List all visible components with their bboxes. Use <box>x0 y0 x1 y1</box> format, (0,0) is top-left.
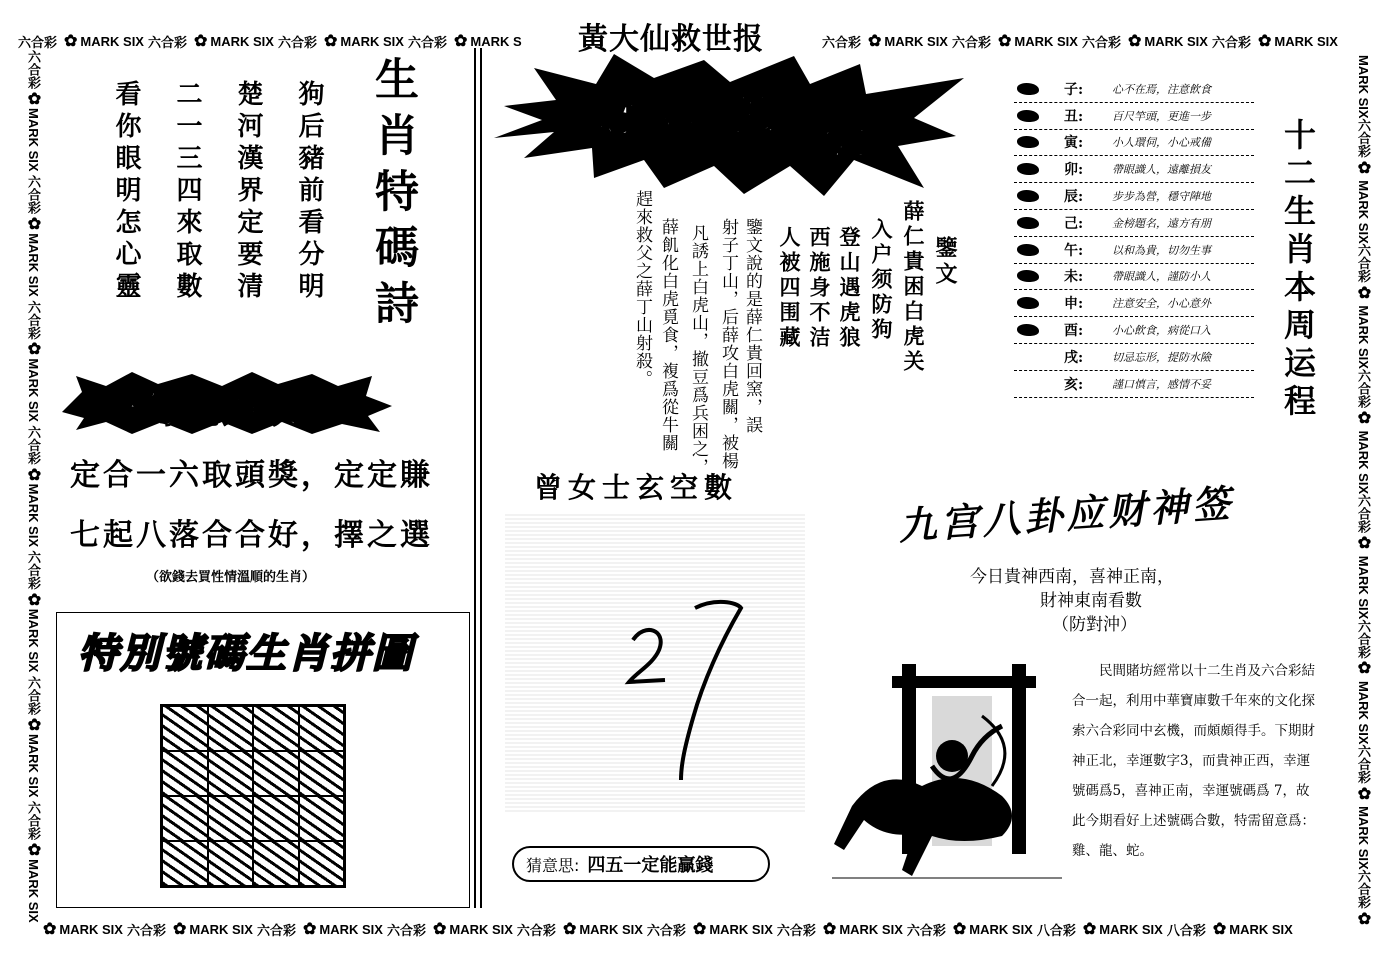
rule-note: （欲錢去買性情溫順的生肖） <box>146 570 316 585</box>
puzzle-tile <box>299 796 345 841</box>
puzzle-tile <box>208 796 254 841</box>
zodiac-fortune: 謹口慎言，感情不妥 <box>1112 377 1211 391</box>
flower-icon: ✿ <box>323 33 338 50</box>
brand-en: MARK SIX <box>1099 921 1163 937</box>
flower-icon: ✿ <box>1082 921 1097 938</box>
brand-en: MARK SIX <box>449 921 513 937</box>
zodiac-name: 午: <box>1064 242 1084 259</box>
zodiac-fortune-table <box>1014 76 1254 398</box>
flower-icon: ✿ <box>1355 783 1372 803</box>
verse-line: 人被四围藏 <box>777 226 802 351</box>
flower-icon: ✿ <box>25 840 42 860</box>
brand-cn: 六合彩 <box>407 34 447 50</box>
verse-line: 入户须防狗 <box>869 218 894 343</box>
starburst-shape <box>494 48 970 198</box>
brand-cn-alt: 八合彩 <box>1036 922 1076 938</box>
burst-char: 囊 <box>824 114 867 163</box>
poem-line: 楚河漢界定要清 <box>233 80 263 304</box>
border-bottom <box>40 918 1360 940</box>
flower-icon: ✿ <box>25 89 42 108</box>
zodiac-poem <box>108 80 328 304</box>
brand-en: MARK SIX <box>839 921 903 937</box>
flower-icon: ✿ <box>868 33 882 50</box>
archer-icon <box>832 656 1062 888</box>
pig-icon <box>1014 375 1042 393</box>
brand-cn: 六合彩 <box>1356 869 1371 909</box>
puzzle-tile <box>162 796 208 841</box>
zodiac-fortune: 金榜題名，遠方有朋 <box>1112 216 1211 230</box>
puzzle-tile <box>162 841 208 886</box>
guess-box <box>512 846 770 882</box>
verse-line: 西施身不洁 <box>807 226 832 351</box>
border-right <box>1346 55 1374 928</box>
puzzle-tile <box>253 751 299 796</box>
flower-icon: ✿ <box>64 33 78 50</box>
flower-icon: ✿ <box>1355 658 1372 678</box>
puzzle-tile <box>208 841 254 886</box>
goat-icon <box>1014 267 1042 285</box>
flower-icon: ✿ <box>25 714 42 734</box>
flower-icon: ✿ <box>194 33 208 50</box>
zodiac-fortune: 小心飲食，病從口入 <box>1112 324 1211 338</box>
zodiac-name: 丑: <box>1064 108 1084 125</box>
zodiac-row <box>1014 237 1254 264</box>
bagua-article: 民間賭坊經常以十二生肖及六合彩結合一起，利用中華寶庫數千年來的文化探索六合彩同中玄機，而頗頗得手。下期財神正北，幸運數字3，而貴神正西，幸運號碼爲5，喜神正南，幸運號碼爲 7，故此今期看好上述號碼合數，特需留意爲：雞、龍、蛇。 <box>1072 663 1315 859</box>
flower-icon: ✿ <box>1355 282 1372 302</box>
brand-cn: 六合彩 <box>1356 744 1371 784</box>
zodiac-name: 酉: <box>1064 323 1084 340</box>
rat-icon <box>1014 80 1042 98</box>
brand-cn: 六合彩 <box>646 922 686 938</box>
flower-icon: ✿ <box>952 921 967 938</box>
zodiac-row <box>1014 290 1254 317</box>
brand-cn: 六合彩 <box>776 922 816 938</box>
zodiac-title: 十二生肖本周运程 <box>1279 118 1317 422</box>
brand-cn: 六合彩 <box>26 550 41 590</box>
brand-cn: 六合彩 <box>516 922 556 938</box>
jian-label: 鑒文 <box>932 236 958 288</box>
zodiac-row <box>1014 344 1254 371</box>
zodiac-name: 申: <box>1064 296 1084 313</box>
brand-en: MARK SIX <box>1356 806 1371 870</box>
flower-icon: ✿ <box>1355 157 1372 177</box>
zodiac-fortune: 以和為貴，切勿生事 <box>1112 243 1211 257</box>
flower-icon: ✿ <box>43 921 57 938</box>
zodiac-name: 子: <box>1064 81 1084 98</box>
puzzle-tile <box>208 751 254 796</box>
zodiac-name: 寅: <box>1064 135 1084 152</box>
brand-en: MARK SIX <box>969 921 1033 937</box>
zodiac-name: 卯: <box>1064 162 1084 179</box>
zodiac-fortune: 小人環伺，小心戒備 <box>1112 136 1211 150</box>
flower-icon: ✿ <box>1355 407 1372 427</box>
burst-char: 財 <box>594 92 637 141</box>
zodiac-row <box>1014 371 1254 398</box>
brand-cn: 六合彩 <box>1081 34 1121 50</box>
burst-char: 錦 <box>734 92 777 141</box>
brand-en: MARK SIX <box>1356 555 1371 620</box>
zodiac-row <box>1014 130 1254 157</box>
verse-line: 薛仁貴困白虎关 <box>901 200 926 375</box>
flower-icon: ✿ <box>998 33 1012 50</box>
handwritten-number <box>505 512 805 812</box>
zodiac-row <box>1014 76 1254 103</box>
flower-icon: ✿ <box>822 921 837 938</box>
brand-cn: 六合彩 <box>1356 243 1371 283</box>
caishen-burst <box>494 48 970 198</box>
flower-icon: ✿ <box>172 921 187 938</box>
story-line: 鑒文說的是薛仁貴回窯，誤 <box>742 218 762 434</box>
brand-en: MARK SIX <box>80 33 144 49</box>
bagua-line-3: （防對沖） <box>1052 615 1137 635</box>
poem-title: 生肖特碼詩 <box>367 56 418 336</box>
zodiac-row <box>1014 156 1254 183</box>
puzzle-tile <box>299 751 345 796</box>
banner-text: 一句贏錢訣 <box>102 389 303 431</box>
zodiac-row <box>1014 183 1254 210</box>
column-divider <box>480 48 482 908</box>
brand-en: MARK SIX <box>1274 33 1338 49</box>
brand-cn: 六合彩 <box>1356 494 1371 534</box>
puzzle-tile <box>253 706 299 751</box>
brand-cn-alt: 八合彩 <box>1166 922 1206 938</box>
rule-line-1: 定合一六取頭獎，定定賺 <box>70 458 433 493</box>
zodiac-puzzle-grid <box>160 704 346 888</box>
zodiac-name: 戌: <box>1064 349 1084 366</box>
rooster-icon <box>1014 321 1042 339</box>
brand-cn: 六合彩 <box>1211 34 1251 50</box>
archer-horse-illustration <box>832 656 1062 888</box>
brand-en: MARK SIX <box>709 921 773 937</box>
zodiac-row <box>1014 264 1254 291</box>
brand-cn: 六合彩 <box>126 922 166 938</box>
brand-en: MARK SIX <box>1356 680 1371 745</box>
flower-icon: ✿ <box>1127 33 1142 50</box>
zodiac-name: 亥: <box>1064 376 1084 393</box>
flower-icon: ✿ <box>1355 908 1372 928</box>
brand-en: MARK SIX <box>26 233 41 297</box>
flower-icon: ✿ <box>1257 33 1272 50</box>
zodiac-fortune: 步步為營，穩守陣地 <box>1112 190 1211 204</box>
puzzle-tile <box>253 796 299 841</box>
brand-en: MARK SIX <box>26 358 41 422</box>
brand-cn: 六合彩 <box>1356 118 1371 158</box>
burst-char: 神 <box>654 110 697 159</box>
guess-answer: 四五一定能贏錢 <box>587 855 714 876</box>
brand-cn: 六合彩 <box>26 801 41 841</box>
puzzle-tile <box>299 841 345 886</box>
poem-line: 二一三四來取數 <box>172 80 202 304</box>
flower-icon: ✿ <box>1355 533 1372 553</box>
story-line: 薛飢化白虎覓食，複爲從牛關 <box>658 218 678 452</box>
ox-icon <box>1014 107 1042 125</box>
story-line: 射子丁山，后薛攻白虎關，被楊 <box>718 218 738 470</box>
brand-cn: 六合彩 <box>26 50 41 89</box>
brand-cn: 六合彩 <box>906 922 946 938</box>
brand-en: MARK SIX <box>26 108 41 172</box>
brand-en-partial: MARK S <box>470 33 522 49</box>
brand-en: MARK SIX <box>210 33 274 49</box>
flower-icon: ✿ <box>25 214 42 234</box>
brand-cn: 六合彩 <box>277 34 317 50</box>
brand-en: MARK SIX <box>26 859 41 923</box>
flower-icon: ✿ <box>432 921 447 938</box>
brand-en: MARK SIX <box>579 921 643 937</box>
masthead-title: 黃大仙救世报 <box>578 22 764 57</box>
zodiac-fortune: 切忌忘形，提防水險 <box>1112 350 1211 364</box>
zodiac-name: 辰: <box>1064 189 1084 206</box>
brand-en: MARK SIX <box>26 608 41 673</box>
brand-cn: 六合彩 <box>951 34 991 50</box>
brand-en: MARK SIX <box>1014 33 1078 49</box>
flower-icon: ✿ <box>302 921 317 938</box>
story-line: 凡誘上白虎山，撤豆爲兵困之， <box>688 224 708 476</box>
brand-cn: 六合彩 <box>147 34 187 50</box>
rabbit-icon <box>1014 160 1042 178</box>
brand-cn: 六合彩 <box>386 922 426 938</box>
puzzle-tile <box>253 841 299 886</box>
brand-cn: 六合彩 <box>256 922 296 938</box>
brand-cn: 六合彩 <box>26 425 41 465</box>
poem-line: 狗后豬前看分明 <box>294 80 324 304</box>
brand-cn: 六合彩 <box>18 34 58 50</box>
zodiac-row <box>1014 317 1254 344</box>
flower-icon: ✿ <box>1212 921 1227 938</box>
brand-cn: 六合彩 <box>1356 368 1371 408</box>
verse-line: 登山遇虎狼 <box>837 226 862 351</box>
brand-en: MARK SIX <box>884 33 948 49</box>
zodiac-name: 未: <box>1064 269 1084 286</box>
zodiac-name: 己: <box>1064 215 1084 232</box>
zodiac-fortune: 帶眼識人，遠離損友 <box>1112 163 1211 177</box>
brand-en: MARK SIX <box>189 921 253 937</box>
zodiac-row <box>1014 103 1254 130</box>
brand-en: MARK SIX <box>1356 305 1371 369</box>
bagua-line-1: 今日貴神西南，喜神正南， <box>970 567 1174 587</box>
bagua-title: 九宫八卦应财神签 <box>897 480 1236 549</box>
brand-cn: 六合彩 <box>26 175 41 215</box>
brand-en: MARK SIX <box>319 921 383 937</box>
xuankong-title: 曾女士玄空數 <box>534 471 739 504</box>
horse-icon <box>1014 241 1042 259</box>
winning-phrase-banner <box>62 372 392 434</box>
zodiac-row <box>1014 210 1254 237</box>
zodiac-fortune: 注意安全，小心意外 <box>1112 297 1211 311</box>
puzzle-tile <box>162 751 208 796</box>
rule-line-2: 七起八落合合好，擇之選 <box>70 518 433 553</box>
brand-en: MARK SIX <box>1356 430 1371 495</box>
monkey-icon <box>1014 294 1042 312</box>
brand-en: MARK SIX <box>1356 180 1371 244</box>
zodiac-fortune: 心不在焉，注意飲食 <box>1112 82 1211 96</box>
zodiac-fortune: 帶眼識人，謹防小人 <box>1112 270 1211 284</box>
poem-line: 看你眼明怎心靈 <box>111 80 141 304</box>
brand-cn: 六合彩 <box>1356 619 1371 659</box>
flower-icon: ✿ <box>562 921 577 938</box>
brand-cn: 六合彩 <box>822 34 862 50</box>
brand-en: MARK SIX <box>26 483 41 548</box>
brand-en: MARK SIX <box>1229 921 1293 937</box>
guess-label: 猜意思: <box>526 855 580 875</box>
puzzle-title: 特別號碼生肖拼圖 <box>78 631 414 677</box>
dragon-icon <box>1014 187 1042 205</box>
brand-en: MARK SIX <box>1356 55 1371 119</box>
puzzle-tile <box>208 706 254 751</box>
puzzle-tile <box>299 706 345 751</box>
flower-icon: ✿ <box>25 339 42 359</box>
brand-en: MARK SIX <box>59 921 123 937</box>
flower-icon: ✿ <box>692 921 707 938</box>
brand-en: MARK SIX <box>26 733 41 798</box>
flower-icon: ✿ <box>25 464 42 484</box>
number-panel <box>505 512 805 812</box>
brand-cn: 六合彩 <box>26 675 41 715</box>
dog-icon <box>1014 348 1042 366</box>
brand-en: MARK SIX <box>1144 33 1208 49</box>
brand-en: MARK SIX <box>340 33 404 49</box>
snake-icon <box>1014 214 1042 232</box>
zodiac-fortune: 百尺竿頭，更進一步 <box>1112 109 1211 123</box>
tiger-icon <box>1014 133 1042 151</box>
bagua-line-2: 財神東南看數 <box>1040 591 1142 611</box>
story-line: 趕來救父之薛丁山射殺。 <box>632 190 652 388</box>
flower-icon: ✿ <box>453 33 468 50</box>
brand-cn: 六合彩 <box>26 300 41 340</box>
flower-icon: ✿ <box>25 589 42 609</box>
puzzle-tile <box>162 706 208 751</box>
